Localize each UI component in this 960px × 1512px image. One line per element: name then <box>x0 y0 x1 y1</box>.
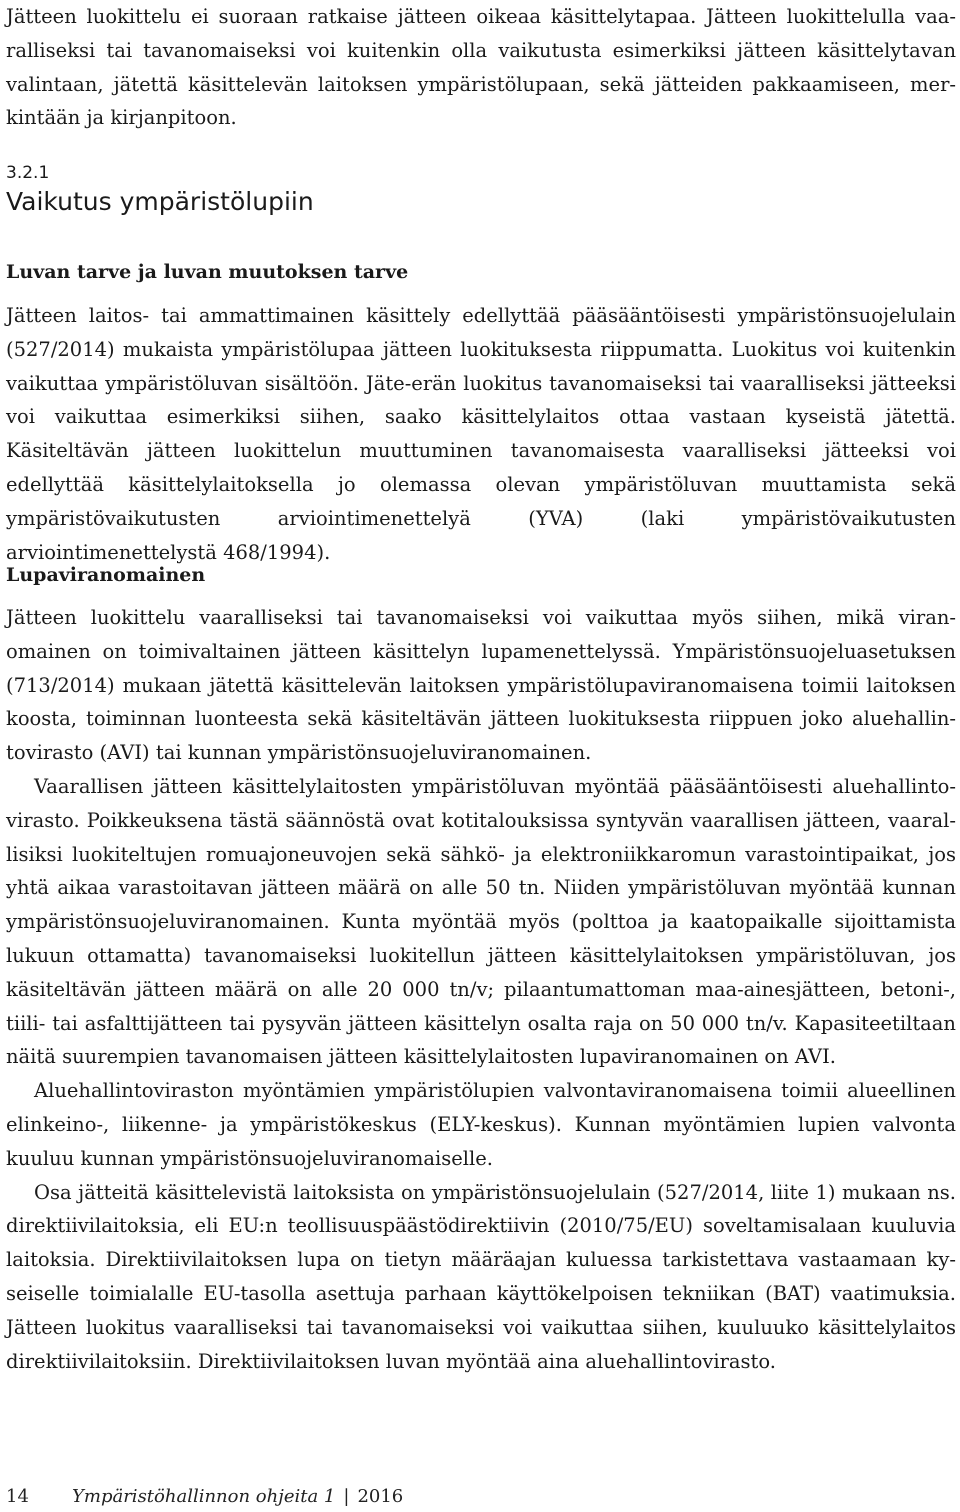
page-footer <box>6 1486 403 1507</box>
publication-year: 2016 <box>357 1486 404 1507</box>
subsection-paragraph-luvan-tarve: Jätteen laitos- tai ammattimainen käsittely edellyttää pääsääntöisesti ympäristönsuojelulain (527/2014) mukaista ympäristölupaa jätteen luokituksesta riippumatta. Luokitus voi kuitenkin vaikuttaa ympäristöluvan sisältöön. Jäte-erän luokitus tavanomaiseksi tai vaaralliseksi jätteeksi voi vaikuttaa esimerkiksi siihen, saako käsittelylaitos ottaa vastaan kyseistä jätettä. Käsiteltävän jätteen luokittelun muuttuminen tavanomaisesta vaaralliseksi jätteeksi voi edellyttää käsittelylaitoksella jo olemassa olevan ympäristöluvan muuttamista sekä ympäristövaikutusten arviointimenettelyä (YVA) (laki ympäristövaikutusten arviointimenettelystä 468/1994). <box>6 304 956 564</box>
body-paragraph: Vaarallisen jätteen käsittelylaitosten ympäristöluvan myöntää pääsääntöisesti aluehallintovirasto. Poikkeuksena tästä säännöstä ovat kotitalouksissa syntyvän vaarallisen jätteen, vaarallisiksi luokiteltujen romuajoneuvojen sekä sähkö- ja elektroniikkaromun varastointipaikat, jos yhtä aikaa varastoitavan jätteen määrä on alle 50 tn. Niiden ympäristöluvan myöntää kunnan ympäristönsuojeluviranomainen. Kunta myöntää myös (polttoa ja kaatopaikalle sijoittamista lukuun ottamatta) tavanomaiseksi luokitellun jätteen käsittelylaitoksen ympäristöluvan, jos käsiteltävän jätteen määrä on alle 20 000 tn/v; pilaantumattoman maa-ainesjätteen, betoni-, tiili- tai asfalttijätteen tai pysyvän jätteen käsittelyn osalta raja on 50 000 tn/v. Kapasiteetiltaan näitä suurempien tavanomaisen jätteen käsittelylaitosten lupaviranomainen on AVI. <box>6 774 956 1069</box>
body-paragraph: Osa jätteitä käsittelevistä laitoksista on ympäristönsuojelulain (527/2014, liite 1) mukaan ns. direktiivilaitoksia, eli EU:n teollisuuspäästödirektiivin (2010/75/EU) soveltamisalaan kuuluvia laitoksia. Direktiivilaitoksen lupa on tietyn määräajan kuluessa tarkistettava vastaamaan kyseiselle toimialalle EU-tasolla asettuja parhaan käyttökelpoisen tekniikan (BAT) vaatimuksia. Jätteen luokitus vaaralliseksi tai tavanomaiseksi voi vaikuttaa siihen, kuuluuko käsittelylaitos direktiivilaitoksiin. Direktiivilaitoksen luvan myöntää aina aluehallintovirasto. <box>6 1180 956 1373</box>
footer-divider: | <box>343 1486 350 1507</box>
subsection-heading-lupaviranomainen: Lupaviranomainen <box>6 564 206 586</box>
section-title: Vaikutus ympäristölupiin <box>6 187 314 216</box>
body-paragraph: Aluehallintoviraston myöntämien ympäristölupien valvontaviranomaisena toimii alueellinen elinkeino-, liikenne- ja ympäristökeskus (ELY-keskus). Kunnan myöntämien lupien valvonta kuuluu kunnan ympäristönsuojeluviranomaiselle. <box>6 1079 956 1170</box>
section-number: 3.2.1 <box>6 163 50 183</box>
body-paragraph: Jätteen luokittelu vaaralliseksi tai tavanomaiseksi voi vaikuttaa myös siihen, mikä viranomainen on toimivaltainen jätteen käsittelyn lupamenettelyssä. Ympäristönsuojeluasetuksen (713/2014) mukaan jätettä käsittelevän laitoksen ympäristölupaviranomaisena toimii laitoksen koosta, toiminnan luonteesta sekä käsiteltävän jätteen luokituksesta riippuen joko aluehallintovirasto (AVI) tai kunnan ympäristönsuojeluviranomainen. <box>6 606 956 765</box>
page-number: 14 <box>6 1486 29 1507</box>
intro-paragraph: Jätteen luokittelu ei suoraan ratkaise jätteen oikeaa käsittelytapaa. Jätteen luokittelulla vaaralliseksi tai tavanomaiseksi voi kuitenkin olla vaikutusta esimerkiksi jätteen käsittelytavan valintaan, jätettä käsittelevän laitoksen ympäristölupaan, sekä jätteiden pakkaamiseen, merkintään ja kirjanpitoon. <box>6 5 956 130</box>
publication-title: Ympäristöhallinnon ohjeita 1 <box>72 1486 336 1507</box>
subsection-heading-luvan-tarve: Luvan tarve ja luvan muutoksen tarve <box>6 261 409 283</box>
subsection-body-lupaviranomainen <box>6 601 956 1378</box>
